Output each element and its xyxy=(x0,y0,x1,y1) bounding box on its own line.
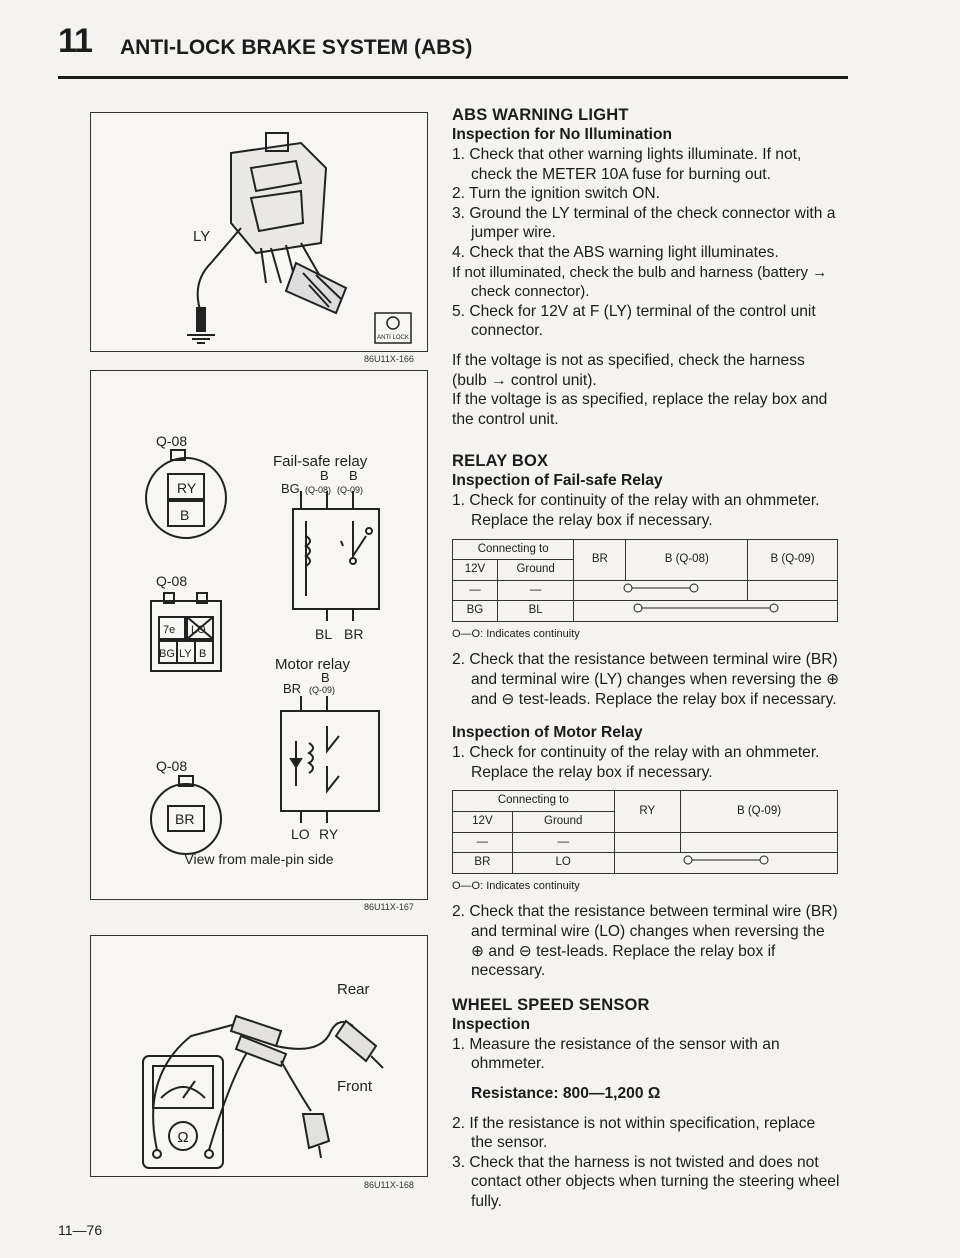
failsafe-bl: BL xyxy=(315,626,333,642)
list-item: 2. Turn the ignition switch ON. xyxy=(452,185,661,203)
figure-code-1: 86U11X-166 xyxy=(364,354,414,364)
table-cell: BG xyxy=(453,601,498,622)
wheel-sensor-subtitle: Inspection xyxy=(452,1015,530,1033)
table-row xyxy=(453,853,838,874)
figure-relay-diagram xyxy=(90,370,428,900)
pin-b2: B xyxy=(199,648,207,660)
list-item: 1. Check for continuity of the relay with an ohmmeter. Replace the relay box if necessary. xyxy=(452,492,820,529)
continuity-mark xyxy=(614,853,837,874)
badge-text: ANTI LOCK xyxy=(377,335,409,341)
table-header: B (Q-09) xyxy=(681,791,838,832)
list-item: 2. Check that the resistance between terminal wire (BR) and terminal wire (LY) changes when reversing the ⊕ and ⊖ test-leads. Replace the relay box if necessary. xyxy=(452,651,840,708)
motor-b: B xyxy=(321,670,330,685)
list-item: 1. Check that other warning lights illuminate. If not, check the METER 10A fuse for burning out. xyxy=(452,146,802,183)
check-connector-illustration xyxy=(91,113,427,351)
motor-relay-subtitle: Inspection of Motor Relay xyxy=(452,724,643,742)
list-item: 5. Check for 12V at F (LY) terminal of the control unit connector. xyxy=(452,302,816,340)
table-header: Ground xyxy=(512,812,614,833)
failsafe-continuity-table xyxy=(452,539,838,622)
ohmmeter-illustration xyxy=(91,936,427,1176)
continuity-note: O—O: Indicates continuity xyxy=(452,627,580,640)
relay-illustration xyxy=(91,371,427,899)
motor-br: BR xyxy=(283,681,302,696)
abs-warning-subtitle: Inspection for No Illumination xyxy=(452,126,673,143)
pin-ry: RY xyxy=(177,480,197,496)
continuity-mark-icon xyxy=(676,855,776,865)
list-item: 3. Ground the LY terminal of the check connector with a jumper wire. xyxy=(452,204,836,242)
pin-7e: 7e xyxy=(163,624,176,636)
table-cell: — xyxy=(512,832,614,853)
failsafe-bg: BG xyxy=(281,481,300,496)
step4-note: If not illuminated, check the bulb and harness (battery → check connector). xyxy=(452,263,828,301)
motor-lo: LO xyxy=(291,826,310,842)
header-rule xyxy=(58,76,848,79)
q08-label-top: Q-08 xyxy=(156,433,188,449)
pin-b: B xyxy=(180,507,190,523)
figure-code-2: 86U11X-167 xyxy=(364,902,414,912)
list-item: 3. Check that the harness is not twisted and does not contact other objects when turning the steering wheel fully. xyxy=(452,1153,840,1210)
abs-warning-steps xyxy=(452,145,840,341)
list-item: 1. Check for continuity of the relay with an ohmmeter. Replace the relay box if necessary. xyxy=(452,744,820,781)
motor-relay-title: Motor relay xyxy=(275,656,351,673)
failsafe-b1: B xyxy=(320,468,329,483)
continuity-mark-icon xyxy=(616,583,706,593)
failsafe-br: BR xyxy=(344,626,364,642)
relay-box-title: RELAY BOX xyxy=(452,452,549,471)
abs-symbol-icon xyxy=(387,317,399,329)
label-front: Front xyxy=(337,1078,373,1095)
q08-label-bot: Q-08 xyxy=(156,758,188,774)
list-item: 4. Check that the ABS warning light illuminates. xyxy=(452,243,779,261)
label-rear: Rear xyxy=(337,981,370,998)
abs-para-2: If the voltage is as specified, replace the relay box and the control unit. xyxy=(452,391,828,428)
table-row xyxy=(453,601,838,622)
pin-lo: LO xyxy=(191,624,206,636)
resistance-spec: Resistance: 800—1,200 Ω xyxy=(471,1084,661,1102)
text-column xyxy=(452,105,840,1212)
table-cell: — xyxy=(453,580,498,601)
continuity-mark xyxy=(574,601,838,622)
motor-ry: RY xyxy=(319,826,339,842)
label-ly: LY xyxy=(193,228,211,245)
chapter-number: 11 xyxy=(58,22,92,60)
table-cell: — xyxy=(453,832,513,853)
failsafe-relay-title: Fail-safe relay xyxy=(273,453,368,470)
table-cell: LO xyxy=(512,853,614,874)
table-header: B (Q-09) xyxy=(748,539,838,580)
table-cell: BL xyxy=(497,601,573,622)
table-header: Ground xyxy=(497,560,573,581)
page-header xyxy=(58,22,848,80)
list-item: 2. If the resistance is not within specification, replace the sensor. xyxy=(452,1114,816,1152)
failsafe-q09: (Q-09) xyxy=(337,485,364,495)
pin-bg: BG xyxy=(159,648,175,660)
table-cell: — xyxy=(497,580,573,601)
abs-para-1: If the voltage is not as specified, check the harness (bulb → control unit). xyxy=(452,351,805,389)
figure-check-connector xyxy=(90,112,428,352)
table-row xyxy=(453,580,838,601)
table-header: BR xyxy=(574,539,626,580)
continuity-mark-icon xyxy=(626,603,786,613)
figure-caption: View from male-pin side xyxy=(184,851,334,867)
table-header: 12V xyxy=(453,812,513,833)
pin-br: BR xyxy=(175,811,195,827)
list-item: 1. Measure the resistance of the sensor with an ohmmeter. xyxy=(452,1035,780,1073)
ohm-symbol-icon: Ω xyxy=(177,1129,189,1146)
failsafe-q08: (Q-08) xyxy=(305,485,332,495)
page-number: 11—76 xyxy=(58,1222,103,1238)
q08-label-mid: Q-08 xyxy=(156,573,188,589)
continuity-mark xyxy=(574,580,748,601)
failsafe-b2: B xyxy=(349,468,358,483)
figure-code-3: 86U11X-168 xyxy=(364,1180,414,1190)
table-row xyxy=(453,832,838,853)
table-header: B (Q-08) xyxy=(626,539,748,580)
pin-ly: LY xyxy=(179,648,192,660)
relay-box-subtitle: Inspection of Fail-safe Relay xyxy=(452,472,663,490)
table-header: Connecting to xyxy=(453,539,574,560)
figure-wheel-sensor xyxy=(90,935,428,1177)
continuity-note: O—O: Indicates continuity xyxy=(452,879,580,892)
table-header: RY xyxy=(614,791,680,832)
table-header: Connecting to xyxy=(453,791,615,812)
table-cell: BR xyxy=(453,853,513,874)
motor-continuity-table xyxy=(452,790,838,873)
wheel-sensor-title: WHEEL SPEED SENSOR xyxy=(452,995,650,1014)
list-item: 2. Check that the resistance between terminal wire (BR) and terminal wire (LO) changes when reversing the ⊕ and ⊖ test-leads. Replace the relay box if necessary. xyxy=(452,903,838,980)
abs-warning-title: ABS WARNING LIGHT xyxy=(452,106,629,124)
chapter-title: ANTI-LOCK BRAKE SYSTEM (ABS) xyxy=(120,36,473,59)
motor-q09: (Q-09) xyxy=(309,685,336,695)
table-header: 12V xyxy=(453,560,498,581)
